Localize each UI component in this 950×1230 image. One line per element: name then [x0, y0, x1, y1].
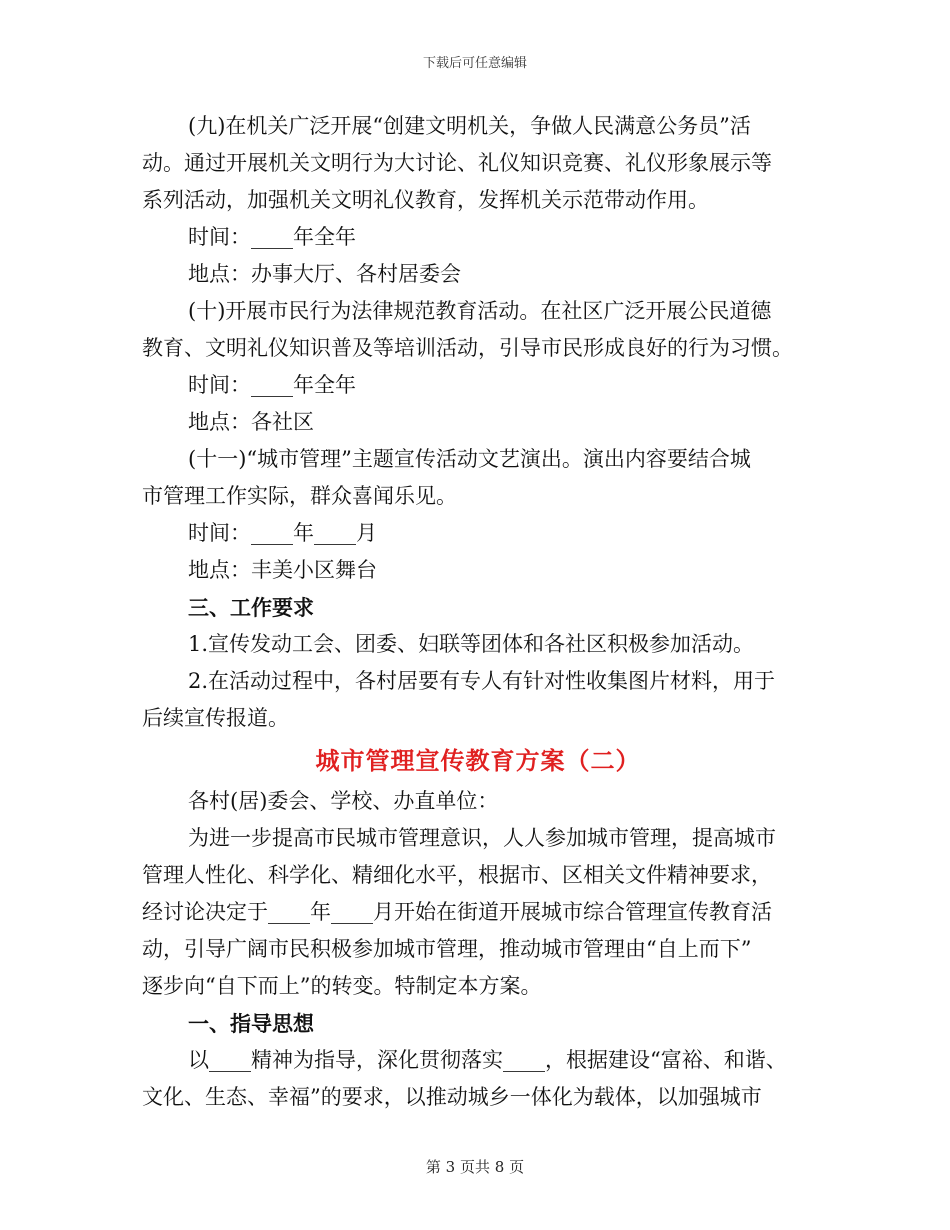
paragraph-line: (十一)“城市管理”主题宣传活动文艺演出。演出内容要结合城	[188, 447, 751, 471]
paragraph-line: 为进一步提高市民城市管理意识，人人参加城市管理，提高城市	[188, 826, 776, 850]
paragraph-line: 文化、生态、幸福”的要求，以推动城乡一体化为载体，以加强城市	[142, 1085, 762, 1109]
list-item: 2.在活动过程中，各村居要有专人有针对性收集图片材料，用于	[188, 669, 776, 693]
paragraph-line: 逐步向“自下而上”的转变。特制定本方案。	[142, 974, 542, 998]
location-line: 地点：丰美小区舞台	[188, 558, 377, 582]
paragraph-line: 市管理工作实际，群众喜闻乐见。	[142, 484, 457, 508]
paragraph-line: 后续宣传报道。	[142, 706, 289, 730]
paragraph-line: (九)在机关广泛开展“创建文明机关，争做人民满意公务员”活	[188, 114, 751, 138]
page-footer: 第 3 页共 8 页	[425, 1158, 525, 1176]
paragraph-line: (十)开展市民行为法律规范教育活动。在社区广泛开展公民道德	[188, 299, 772, 323]
location-line: 地点：办事大厅、各村居委会	[188, 262, 461, 286]
page-header: 下载后可任意编辑	[422, 56, 527, 71]
section-heading: 三、工作要求	[188, 595, 314, 620]
paragraph-line: 经讨论决定于____年____月开始在街道开展城市综合管理宣传教育活	[142, 900, 772, 924]
time-line: 时间：____年全年	[188, 225, 356, 249]
paragraph-line: 以____精神为指导，深化贯彻落实____，根据建设“富裕、和谐、	[188, 1048, 787, 1072]
document-body	[142, 108, 814, 1116]
document-title: 城市管理宣传教育方案（二）	[315, 746, 641, 775]
salutation: 各村(居)委会、学校、办直单位：	[188, 789, 499, 813]
paragraph-line: 教育、文明礼仪知识普及等培训活动，引导市民形成良好的行为习惯。	[142, 336, 793, 360]
time-line: 时间：____年全年	[188, 373, 356, 397]
time-line: 时间：____年____月	[188, 521, 377, 545]
location-line: 地点：各社区	[188, 410, 314, 434]
section-heading: 一、指导思想	[188, 1011, 314, 1036]
paragraph-line: 动，引导广阔市民积极参加城市管理，推动城市管理由“自上而下”	[142, 937, 752, 961]
paragraph-line: 系列活动，加强机关文明礼仪教育，发挥机关示范带动作用。	[142, 188, 709, 212]
paragraph-line: 管理人性化、科学化、精细化水平，根据市、区相关文件精神要求，	[142, 863, 772, 887]
list-item: 1.宣传发动工会、团委、妇联等团体和各社区积极参加活动。	[188, 632, 755, 656]
paragraph-line: 动。通过开展机关文明行为大讨论、礼仪知识竞赛、礼仪形象展示等	[142, 151, 772, 175]
